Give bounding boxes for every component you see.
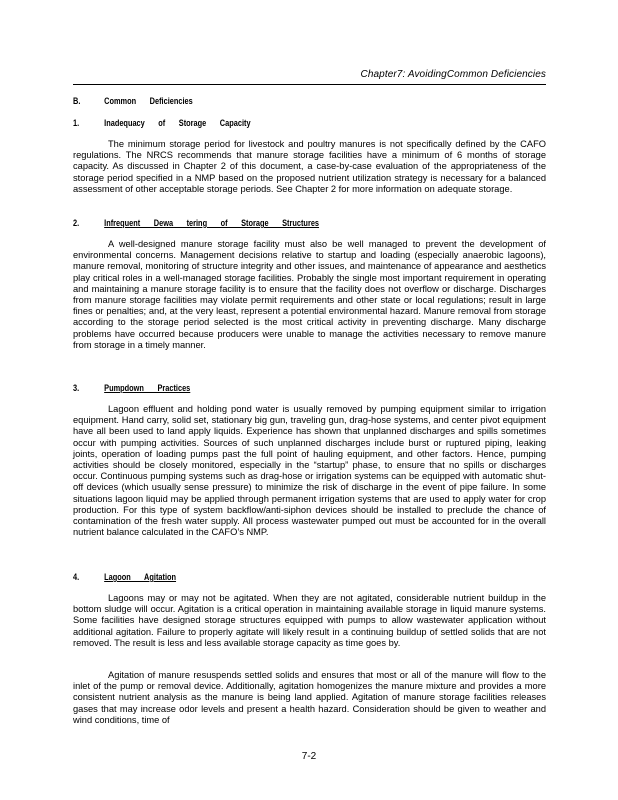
section-heading [73,96,193,106]
subsection-heading-1 [73,118,251,128]
subsection-number: 3. [73,383,80,393]
page-number: 7-2 [301,751,317,762]
subsection-heading-2 [73,218,319,228]
paragraph: The minimum storage period for livestock and poultry manures is not specifically defined by the CAFO regulations. The NRCS recommends that manure storage facilities have a minimum of 6 months of storage capacity. As discussed in Chapter 2 of this document, a case-by-case evaluation of the appropriateness of the storage period specified in a NMP based on the proposed nutrient utilization strategy is necessary for a balanced assessment of other acceptable storage periods. See Chapter 2 for more information on adequate storage. [73,139,546,194]
paragraph: A well-designed manure storage facility must also be well managed to prevent the development of environmental concerns. Management decisions relative to startup and loading (especially anaerobic lagoons), manure removal, monitoring of structure integrity and other issues, and maintenance of appearance and aesthetics play critical roles in a well-managed storage facilities. Probably the single most important requirement in operating and maintaining a manure storage facility is to ensure that the facility does not overflow or discharge. Discharges from manure storage facilities may violate permit requirements and other state or local regulations; result in large fines or penalties; and, at the very least, represent a potential environmental hazard. Manure removal from storage according to the storage period selected is the most critical activity in preventing discharge. Many discharge problems have occurred because producers were unable to manage the activities necessary to remove manure from storage in a timely manner. [73,239,546,350]
subsection-number: 1. [73,118,80,128]
subsection-number: 4. [73,572,80,582]
subsection-heading-4 [73,572,176,582]
header-rule [73,84,546,85]
subsection-title: Lagoon Agitation [104,572,177,582]
paragraph: Lagoons may or may not be agitated. When they are not agitated, considerable nutrient buildup in the bottom sludge will occur. Agitation is a critical operation in maintaining available storage in liquid manure systems. Some facilities have designed storage structures equipped with pumps to allow wastewater application without additional agitation. Failure to properly agitate will likely result in a continuing buildup of settled solids that are not removed. The result is less and less available storage capacity as time goes by. [73,593,546,648]
subsection-number: 2. [73,218,80,228]
paragraph: Agitation of manure resuspends settled solids and ensures that most or all of the manure will flow to the inlet of the pump or removal device. Additionally, agitation homogenizes the manure mixture and provides a more consistent nutrient analysis as the manure is being land applied. Agitation of manure storage facilities releases gases that may increase odor levels and present a health hazard. Consideration should be given to weather and wind conditions, time of [73,670,546,725]
section-title: Common Deficiencies [104,96,193,106]
subsection-heading-3 [73,383,190,393]
running-header: Chapter7: AvoidingCommon Deficiencies [360,69,546,80]
subsection-title: Infrequent Dewa tering of Storage Structures [104,218,320,228]
subsection-title: Pumpdown Practices [104,383,191,393]
section-letter: B. [73,96,81,106]
paragraph: Lagoon effluent and holding pond water is usually removed by pumping equipment similar to irrigation equipment. Hand carry, solid set, stationary big gun, traveling gun, drag-hose systems, and center pivot equipment have all been used to land apply liquids. Experience has shown that unplanned discharges and spills sometimes occur with pumping activities. Sources of such unplanned discharges include burst or ruptured piping, leaking joints, operation of loading pumps past the full point of hauling equipment, and other factors. Hence, pumping activities should be closely monitored, especially in the “startup” phase, to ensure that no spills or discharges occur. Continuous pumping systems such as drag-hose or irrigation systems can be equipped with automatic shut-off devices (which usually sense pressure) to minimize the risk of discharge in the event of pipe failure. In some situations lagoon liquid may be applied through permanent irrigation systems that are used to apply water for crop production. For this type of system backflow/anti-siphon devices should be installed to preclude the chance of contamination of the fresh water supply. All process wastewater pumped out must be accounted for in the overall nutrient balance calculated in the CAFO’s NMP. [73,404,546,538]
subsection-title: Inadequacy of Storage Capacity [104,118,251,128]
